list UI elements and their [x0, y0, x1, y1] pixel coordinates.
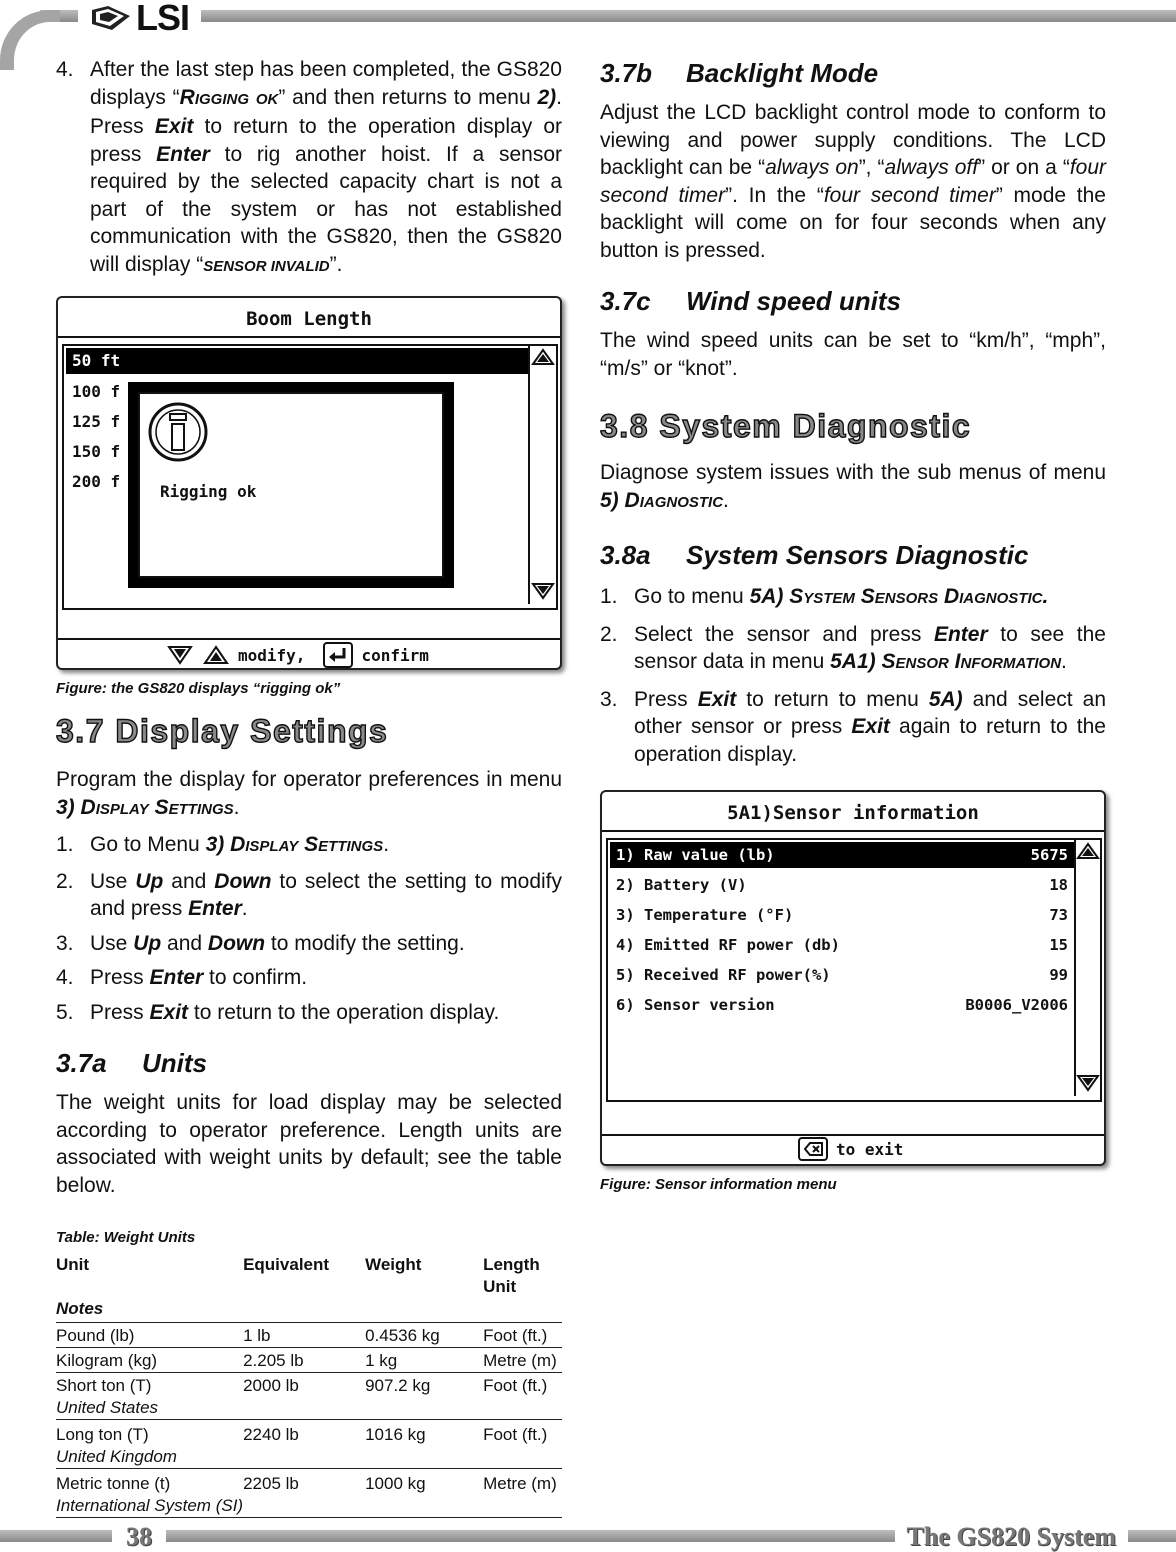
page-number: 38: [112, 1522, 166, 1552]
table-notes-header-row: Notes: [56, 1298, 562, 1323]
figure-caption: Figure: the GS820 displays “rigging ok”: [56, 680, 341, 697]
figure-caption: Figure: Sensor information menu: [600, 1176, 837, 1193]
sensor-row-selected[interactable]: [610, 842, 1074, 868]
section-heading-3-7c: 3.7c Wind speed units: [600, 286, 901, 316]
table-row: Long ton (T) United Kingdom 2240 lb 1016 kg Foot (ft.): [56, 1420, 562, 1469]
weight-units-table: [56, 1254, 562, 1518]
sensor-row[interactable]: [610, 902, 1074, 928]
lcd-title-rule: [58, 336, 560, 338]
display-settings-intro: Program the display for operator preferences in menu 3) DISPLAY SETTINGS.: [56, 768, 562, 819]
sensor-label: 3) Temperature (°F): [616, 906, 794, 924]
footer-title: The GS820 System: [895, 1522, 1128, 1552]
section-heading-3-8a: 3.8a System Sensors Diagnostic: [600, 540, 1029, 570]
info-icon: [146, 400, 210, 464]
lcd-sensor-information: [600, 790, 1106, 1166]
lsi-logo-icon: [90, 4, 132, 32]
lcd-list-item[interactable]: 150 f: [72, 442, 121, 461]
diagnostic-intro: Diagnose system issues with the sub menus of menu 5) DIAGNOSTIC.: [600, 461, 1106, 512]
display-settings-steps: [56, 831, 562, 1026]
sensor-value: B0006_V2006: [965, 996, 1068, 1014]
list-item: 4. After the last step has been completed, the GS820 displays “RIGGING OK” and then returns to menu 2). Press Exit to return to the operation display or press Enter to rig another hoist. If a sensor required by the selected capacity chart is not a part of the system or has not established communication with the GS820, then the GS820 will display “SENSOR INVALID”.: [56, 58, 563, 276]
lcd-list-item-selected[interactable]: 50 ft: [66, 348, 528, 374]
modify-hint: modify,: [238, 645, 306, 665]
table-header-row: Unit Equivalent Weight Length Unit: [56, 1255, 540, 1296]
units-body: The weight units for load display may be selected according to operator preference. Length units are associated with weight units by default; see the table below.: [56, 1091, 562, 1197]
backspace-icon: [798, 1137, 828, 1161]
rigging-ok-dialog: [128, 382, 454, 588]
sensor-label: 4) Emitted RF power (db): [616, 936, 840, 954]
table-row: Short ton (T) United States 2000 lb 907.2 kg Foot (ft.): [56, 1373, 562, 1420]
sensor-label: 2) Battery (V): [616, 876, 747, 894]
lsi-logo: [78, 0, 201, 36]
sensor-value: 99: [1049, 966, 1068, 984]
list-item: 3. Use Up and Down to modify the setting.: [56, 931, 465, 955]
exit-hint: to exit: [836, 1139, 904, 1159]
table-row: Metric tonne (t) International System (SI) 2205 lb 1000 kg Metre (m): [56, 1469, 562, 1518]
list-item: 3. Press Exit to return to menu 5A) and select an other sensor or press Exit again to return to the operation display.: [600, 687, 1107, 766]
section-heading-3-8: 3.8 System Diagnostic: [600, 408, 972, 444]
sensor-row[interactable]: [610, 872, 1074, 898]
up-arrow-icon: [202, 643, 230, 667]
section-heading-3-7: 3.7 Display Settings: [56, 713, 389, 749]
list-item: 2. Use Up and Down to select the setting to modify and press Enter.: [56, 869, 562, 920]
lcd-list-item[interactable]: 125 f: [72, 412, 121, 431]
table-row: Kilogram (kg) 2.205 lb 1 kg Metre (m): [56, 1348, 562, 1373]
sensor-label: 1) Raw value (lb): [616, 846, 775, 864]
sensor-row[interactable]: [610, 932, 1074, 958]
enter-key-icon: [323, 642, 353, 668]
step4-list: [56, 56, 562, 280]
lcd-boom-length: [56, 296, 562, 670]
lcd-list-box: [606, 838, 1102, 1102]
list-item: 1. Go to Menu 3) DISPLAY SETTINGS.: [56, 833, 390, 856]
backlight-body: Adjust the LCD backlight control mode to conform to viewing and power supply conditions. The LCD backlight can be “always on”, “always off” or on a “four second timer”. In the “four second timer” mode the backlight will come on for four seconds when any button is pressed.: [600, 101, 1106, 262]
confirm-hint: confirm: [361, 645, 429, 665]
table-caption: Table: Weight Units: [56, 1229, 196, 1246]
sensor-value: 15: [1049, 936, 1068, 954]
lcd-footer-hints: [798, 1137, 903, 1161]
logo-text: LSI: [136, 0, 190, 38]
section-heading-3-7a: 3.7a Units: [56, 1048, 207, 1078]
table-row: Pound (lb) 1 lb 0.4536 kg Foot (ft.): [56, 1323, 562, 1348]
sensor-label: 5) Received RF power(%): [616, 966, 831, 984]
sensor-label: 6) Sensor version: [616, 996, 775, 1014]
list-item: 4. Press Enter to confirm.: [56, 966, 308, 989]
sensor-row[interactable]: [610, 992, 1074, 1018]
lcd-scrollbar[interactable]: [1074, 840, 1100, 1096]
sensor-value: 73: [1049, 906, 1068, 924]
sensor-row[interactable]: [610, 962, 1074, 988]
lcd-title: 5A1)Sensor information: [727, 802, 979, 824]
diagnostic-steps: [600, 583, 1106, 768]
section-heading-3-7b: 3.7b Backlight Mode: [600, 58, 879, 88]
lcd-title: Boom Length: [246, 308, 372, 330]
lcd-footer-rule: [602, 1134, 1104, 1136]
sensor-value: 5675: [1030, 846, 1068, 864]
lcd-list-item[interactable]: 100 f: [72, 382, 121, 401]
list-item: 2. Select the sensor and press Enter to see the sensor data in menu 5A1) SENSOR INFORMATION.: [600, 622, 1106, 673]
page-frame-top: [40, 10, 1176, 22]
page-frame-corner: [0, 10, 60, 70]
lcd-list-item[interactable]: 200 f: [72, 472, 121, 491]
lcd-scrollbar[interactable]: [528, 346, 556, 604]
dialog-text: Rigging ok: [160, 482, 257, 501]
list-item: 1. Go to menu 5A) SYSTEM SENSORS DIAGNOSTIC.: [600, 585, 1049, 608]
list-item: 5. Press Exit to return to the operation display.: [56, 1000, 500, 1024]
sensor-value: 18: [1049, 876, 1068, 894]
down-arrow-icon: [166, 643, 194, 667]
lcd-footer-hints: [166, 642, 429, 668]
scroll-arrows-icon: [530, 346, 556, 604]
right-column: [600, 56, 1106, 1193]
lcd-title-rule: [602, 830, 1104, 832]
lcd-footer-rule: [58, 638, 560, 640]
wind-speed-body: The wind speed units can be set to “km/h”, “mph”, “m/s” or “knot”.: [600, 329, 1106, 380]
scroll-arrows-icon: [1076, 840, 1100, 1096]
left-column: [56, 56, 562, 1518]
